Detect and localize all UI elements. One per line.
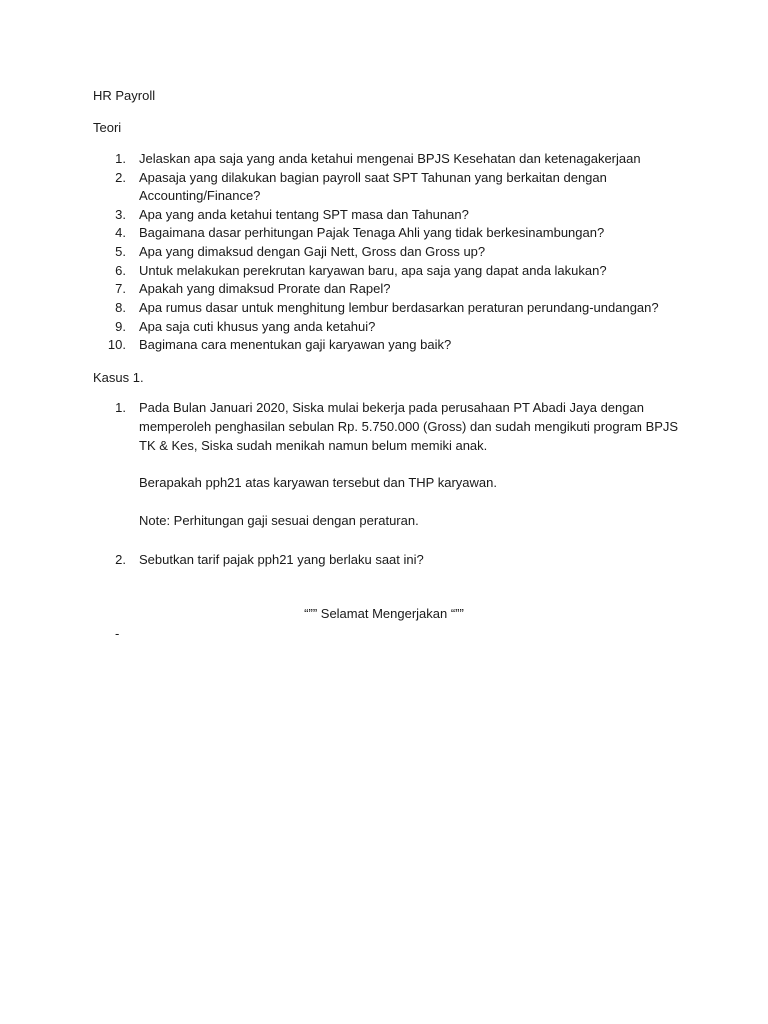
question-text: Jelaskan apa saja yang anda ketahui mengenai BPJS Kesehatan dan ketenagakerjaan [139, 151, 641, 166]
case-text: Pada Bulan Januari 2020, Siska mulai bekerja pada perusahaan PT Abadi Jaya dengan [139, 400, 644, 415]
question-number: 2. [115, 170, 126, 185]
case-text: Sebutkan tarif pajak pph21 yang berlaku saat ini? [139, 552, 424, 567]
question-text: Apa rumus dasar untuk menghitung lembur berdasarkan peraturan perundang-undangan? [139, 300, 659, 315]
section-heading-kasus: Kasus 1. [93, 370, 144, 385]
question-text: Bagaimana dasar perhitungan Pajak Tenaga Ahli yang tidak berkesinambungan? [139, 225, 605, 240]
question-text: Untuk melakukan perekrutan karyawan baru, apa saja yang dapat anda lakukan? [139, 263, 607, 278]
question-text: Apa yang dimaksud dengan Gaji Nett, Gross dan Gross up? [139, 244, 486, 259]
case-number: 1. [115, 400, 126, 415]
case-question: Berapakah pph21 atas karyawan tersebut dan THP karyawan. [139, 475, 497, 490]
closing-message: “”” Selamat Mengerjakan “”” [304, 606, 464, 621]
case-text-continued: memperoleh penghasilan sebulan Rp. 5.750.000 (Gross) dan sudah mengikuti program BPJS [139, 419, 679, 434]
question-text-continued: Accounting/Finance? [139, 188, 261, 203]
question-text: Bagimana cara menentukan gaji karyawan yang baik? [139, 337, 452, 352]
document-title: HR Payroll [93, 88, 156, 103]
case-text-continued: TK & Kes, Siska sudah menikah namun belum memiki anak. [139, 438, 488, 453]
question-text: Apa yang anda ketahui tentang SPT masa dan Tahunan? [139, 207, 469, 222]
question-number: 9. [115, 319, 126, 334]
question-number: 6. [115, 263, 126, 278]
question-number: 3. [115, 207, 126, 222]
question-text: Apakah yang dimaksud Prorate dan Rapel? [139, 281, 391, 296]
trailing-mark: - [115, 626, 120, 641]
question-number: 1. [115, 151, 126, 166]
question-number: 4. [115, 225, 126, 240]
question-text: Apa saja cuti khusus yang anda ketahui? [139, 319, 376, 334]
case-number: 2. [115, 552, 126, 567]
case-note: Note: Perhitungan gaji sesuai dengan peraturan. [139, 513, 419, 528]
question-number: 7. [115, 281, 126, 296]
question-text: Apasaja yang dilakukan bagian payroll saat SPT Tahunan yang berkaitan dengan [139, 170, 607, 185]
question-number: 5. [115, 244, 126, 259]
question-number: 10. [107, 337, 126, 352]
question-number: 8. [115, 300, 126, 315]
section-heading-teori: Teori [93, 120, 122, 135]
